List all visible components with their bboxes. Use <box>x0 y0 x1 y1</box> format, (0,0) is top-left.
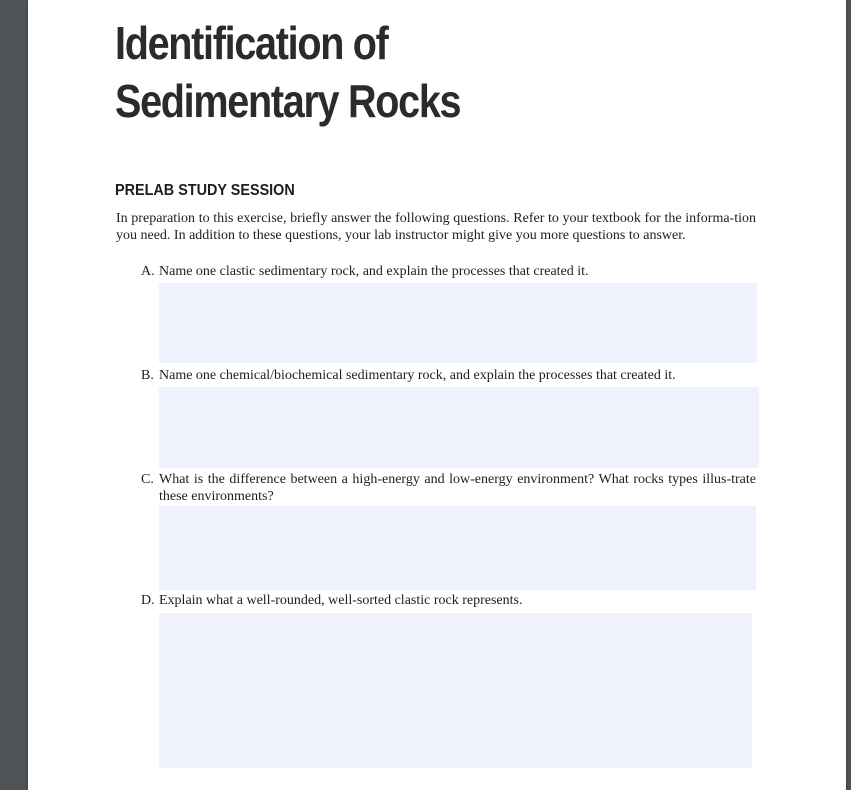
document-page <box>28 0 846 790</box>
question-letter: A. <box>141 264 155 279</box>
question-text: Explain what a well-rounded, well-sorted clastic rock represents. <box>159 593 523 608</box>
question-b <box>141 367 761 384</box>
title-line-2: Sedimentary Rocks <box>115 75 461 127</box>
question-d <box>141 592 761 609</box>
question-letter: C. <box>141 472 154 487</box>
answer-field-d[interactable] <box>159 613 752 768</box>
question-text: Name one clastic sedimentary rock, and explain the processes that created it. <box>159 264 589 279</box>
answer-field-c[interactable] <box>159 506 756 590</box>
section-heading: PRELAB STUDY SESSION <box>115 182 295 199</box>
title-line-1: Identification of <box>115 17 388 69</box>
page-title <box>115 14 460 130</box>
question-c <box>141 471 756 505</box>
question-a <box>141 263 761 280</box>
question-text: What is the difference between a high-energy and low-energy environment? What rocks types illus-trate these environments? <box>159 472 756 504</box>
answer-field-a[interactable] <box>159 283 757 363</box>
question-letter: D. <box>141 593 155 608</box>
question-letter: B. <box>141 368 154 383</box>
question-text: Name one chemical/biochemical sedimentary rock, and explain the processes that created it. <box>159 368 676 383</box>
answer-field-b[interactable] <box>159 387 759 468</box>
intro-paragraph: In preparation to this exercise, briefly answer the following questions. Refer to your textbook for the informa-tion you need. In addition to these questions, your lab instructor might give you more questions to answer. <box>116 211 756 243</box>
